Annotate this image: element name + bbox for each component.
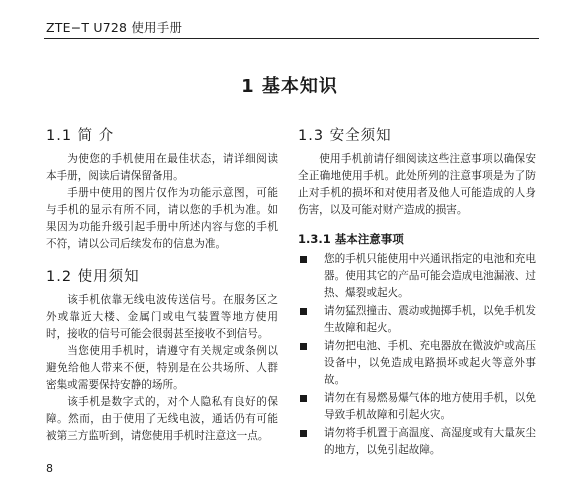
list-item <box>298 338 536 389</box>
chapter-title: 1 基本知识 <box>241 76 338 97</box>
list-item-text: 您的手机只能使用中兴通讯指定的电池和充电器。使用其它的产品可能会造成电池漏液、过热、爆裂或起火。 <box>324 253 536 299</box>
running-header: ZTE−T U728 使用手册 <box>46 20 183 35</box>
list-item-text: 请勿将手机置于高温度、高湿度或有大量灰尘的地方，以免引起故障。 <box>324 427 536 456</box>
usage-paragraph: 当您使用手机时，请遵守有关规定或条例以避免给他人带来不便，特别是在公共场所、人群密集或需要保持安静的场所。 <box>46 345 278 391</box>
intro-paragraph: 手册中使用的图片仅作为功能示意图，可能与手机的显示有所不同，请以您的手机为准。如果因为功能升级引起手册中所述内容与您的手机不符，请以公司后续发布的信息为准。 <box>46 187 278 250</box>
right-column <box>298 124 536 460</box>
list-item-text: 请勿猛烈撞击、震动或抛掷手机，以免手机发生故障和起火。 <box>324 305 536 334</box>
square-bullet-icon <box>300 256 307 263</box>
list-item <box>298 390 536 424</box>
list-item-text: 请勿在有易燃易爆气体的地方使用手机，以免导致手机故障和引起火灾。 <box>324 392 536 421</box>
section-heading-usage: 1.2 使用须知 <box>46 269 140 285</box>
safety-paragraph: 使用手机前请仔细阅读这些注意事项以确保安全正确地使用手机。此处所列的注意事项是为了防止对手机的损坏和对使用者及他人可能造成的人身伤害，以及可能对财产造成的损害。 <box>298 153 536 216</box>
list-item <box>298 251 536 302</box>
precautions-list <box>298 251 536 459</box>
list-item-text: 请勿把电池、手机、充电器放在微波炉或高压设备中，以免造成电路损坏或起火等意外事故。 <box>324 340 536 386</box>
section-heading-safety: 1.3 安全须知 <box>298 128 392 144</box>
square-bullet-icon <box>300 395 307 402</box>
usage-paragraph: 该手机依靠无线电波传送信号。在服务区之外或靠近大楼、金属门或电气装置等地方使用时，接收的信号可能会很弱甚至接收不到信号。 <box>46 294 278 340</box>
section-heading-intro: 1.1 简 介 <box>46 128 115 144</box>
subsection-heading-basics: 1.3.1 基本注意事项 <box>298 232 404 246</box>
square-bullet-icon <box>300 308 307 315</box>
square-bullet-icon <box>300 343 307 350</box>
intro-paragraph: 为使您的手机使用在最佳状态，请详细阅读本手册，阅读后请保留备用。 <box>46 153 278 182</box>
header-divider <box>44 38 539 39</box>
square-bullet-icon <box>300 430 307 437</box>
usage-paragraph: 该手机是数字式的，对个人隐私有良好的保障。然而，由于使用了无线电波，通话仍有可能被第三方监听到，请您使用手机时注意这一点。 <box>46 396 278 442</box>
left-column <box>46 124 278 445</box>
page-number: 8 <box>46 462 53 475</box>
list-item <box>298 425 536 459</box>
list-item <box>298 303 536 337</box>
